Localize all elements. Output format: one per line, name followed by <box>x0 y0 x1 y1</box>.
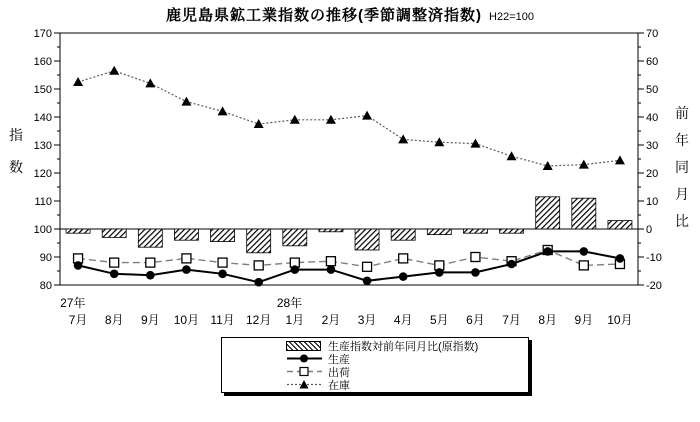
yoy-bar <box>174 229 198 240</box>
inventory-point <box>398 134 408 143</box>
legend-label-yoy-bar: 生産指数対前年同月比(原指数) <box>328 340 479 353</box>
legend-item-yoy-bar <box>286 340 528 352</box>
month-label: 10月 <box>607 313 633 327</box>
yoy-bar <box>463 229 487 233</box>
right-axis-tick-label: -10 <box>646 252 662 264</box>
production-point <box>507 260 516 269</box>
production-point <box>327 265 336 274</box>
shipment-point <box>182 254 191 263</box>
left-axis-tick-label: 90 <box>39 252 52 264</box>
production-point <box>110 270 119 279</box>
legend <box>221 337 529 393</box>
shipment-point <box>146 258 155 267</box>
month-label: 9月 <box>574 313 594 327</box>
shipment-point <box>579 261 588 270</box>
production-point <box>543 247 552 256</box>
month-label: 7月 <box>68 313 88 327</box>
shipment-point <box>326 257 335 266</box>
chart-title: 鹿児島県鉱工業指数の推移(季節調整済指数) <box>166 7 483 24</box>
inventory-point <box>362 111 372 120</box>
yoy-bar <box>536 197 560 229</box>
chart-base-note: H22=100 <box>489 11 534 23</box>
yoy-bar <box>283 229 307 246</box>
yoy-bar <box>355 229 379 250</box>
month-label: 10月 <box>173 313 200 327</box>
left-axis-title: 指 <box>9 127 23 143</box>
yoy-bar <box>608 221 632 229</box>
left-axis-tick-label: 80 <box>39 280 52 292</box>
legend-item-shipment <box>286 366 528 378</box>
left-axis-title: 数 <box>9 159 23 175</box>
production-point <box>218 270 227 279</box>
month-label: 1月 <box>285 313 305 327</box>
shipment-point <box>110 258 119 267</box>
left-axis-tick-label: 140 <box>33 112 52 124</box>
right-axis-tick-label: 20 <box>646 168 659 180</box>
yoy-bar <box>319 229 343 232</box>
inventory-point <box>254 119 264 128</box>
inventory-line-swatch <box>286 379 323 390</box>
inventory-point <box>218 106 228 115</box>
shipment-point <box>471 253 480 262</box>
legend-label-shipment: 出荷 <box>328 366 350 379</box>
production-point <box>580 247 589 256</box>
production-point <box>146 271 155 280</box>
production-point <box>363 277 372 286</box>
left-axis-tick-label: 170 <box>33 28 52 40</box>
shipment-point <box>399 254 408 263</box>
month-label: 7月 <box>502 313 521 327</box>
shipment-point <box>363 262 372 271</box>
right-axis-tick-label: 10 <box>646 196 659 208</box>
shipment-point <box>254 261 263 270</box>
triangle-series-line <box>78 71 620 166</box>
right-axis-tick-label: 30 <box>646 140 659 152</box>
yoy-bar <box>211 229 235 242</box>
right-axis-title: 比 <box>675 213 689 229</box>
right-axis-tick-label: 60 <box>646 56 659 68</box>
year-label: 28年 <box>276 296 303 310</box>
left-axis-tick-label: 150 <box>33 84 52 96</box>
year-label: 27年 <box>60 296 86 310</box>
legend-label-inventory: 在庫 <box>328 379 350 392</box>
right-axis-title: 月 <box>675 186 689 202</box>
inventory-point <box>73 77 83 86</box>
right-axis-tick-label: -20 <box>646 280 662 292</box>
production-line-swatch <box>286 353 323 364</box>
production-point <box>471 268 480 277</box>
left-axis-tick-label: 110 <box>34 196 52 208</box>
month-label: 11月 <box>210 313 235 327</box>
left-axis-tick-label: 160 <box>33 56 52 68</box>
right-axis-title: 同 <box>675 159 689 175</box>
inventory-point <box>109 66 119 75</box>
month-label: 6月 <box>466 313 485 327</box>
left-axis-tick-label: 120 <box>33 168 52 180</box>
inventory-point <box>145 78 155 87</box>
production-point <box>616 254 625 263</box>
shipment-point <box>218 258 227 267</box>
yoy-bar <box>102 229 126 237</box>
month-label: 3月 <box>357 313 377 327</box>
production-point <box>254 278 263 287</box>
production-point <box>399 272 408 281</box>
month-label: 8月 <box>538 313 558 327</box>
month-label: 8月 <box>104 313 124 327</box>
yoy-bar <box>572 198 596 229</box>
production-point <box>182 265 191 274</box>
square-series-line <box>78 250 620 267</box>
production-point <box>291 265 300 274</box>
month-label: 5月 <box>429 313 449 327</box>
left-axis-tick-label: 100 <box>33 224 52 236</box>
yoy-bar <box>66 229 90 233</box>
yoy-bar <box>138 229 162 247</box>
month-label: 9月 <box>140 313 160 327</box>
yoy-bar <box>391 229 415 240</box>
right-axis-tick-label: 70 <box>646 28 659 40</box>
right-axis-tick-label: 40 <box>646 112 659 124</box>
production-point <box>74 261 83 270</box>
right-axis-tick-label: 50 <box>646 84 659 96</box>
shipment-line-swatch <box>286 366 323 377</box>
legend-item-inventory <box>286 379 528 391</box>
right-axis-title: 前 <box>675 105 689 121</box>
yoy-bar <box>427 229 451 235</box>
circle-series-line <box>78 251 620 282</box>
yoy-bar <box>247 229 271 253</box>
month-label: 2月 <box>321 313 341 327</box>
left-axis-tick-label: 130 <box>33 140 52 152</box>
month-label: 4月 <box>393 313 413 327</box>
month-label: 12月 <box>246 313 272 327</box>
legend-item-production <box>286 353 528 365</box>
right-axis-title: 年 <box>675 132 689 148</box>
legend-label-production: 生産 <box>328 353 350 366</box>
production-point <box>435 268 444 277</box>
yoy-bar <box>500 229 524 233</box>
yoy-bar-swatch <box>286 340 323 351</box>
inventory-point <box>615 155 625 164</box>
right-axis-tick-label: 0 <box>646 224 653 236</box>
inventory-point <box>181 97 191 106</box>
inventory-point <box>507 151 517 160</box>
